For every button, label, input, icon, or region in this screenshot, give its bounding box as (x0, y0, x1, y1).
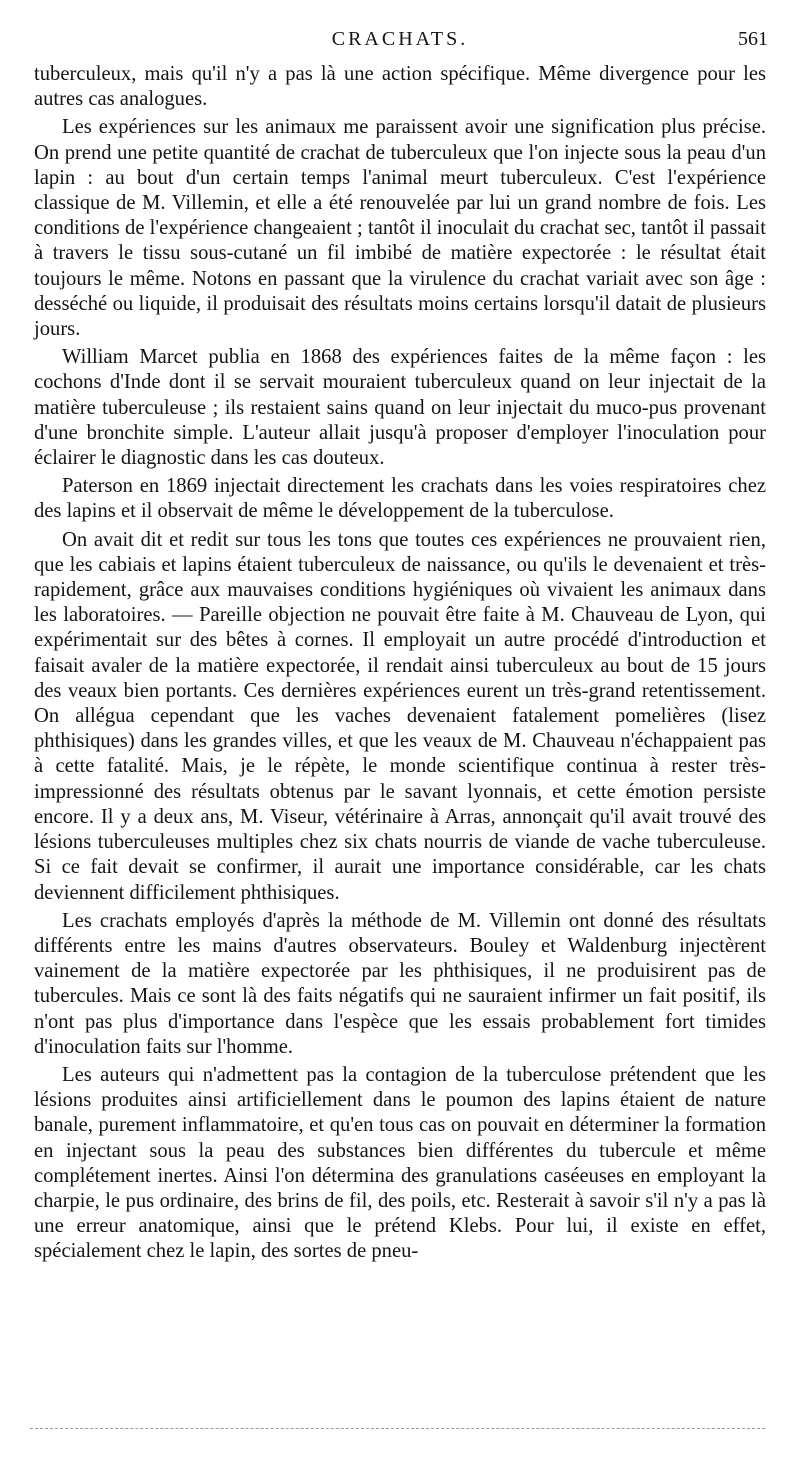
paragraph-paterson: Paterson en 1869 injectait directement les crachats dans les voies respiratoires chez des lapins et il observait de même le développement de la tuberculose. (34, 475, 766, 523)
paragraph-continuation: tuberculeux, mais qu'il n'y a pas là une action spécifique. Même divergence pour les autres cas analogues. (34, 63, 766, 111)
footer-dotted-rule (30, 1428, 765, 1429)
paragraph-other-observers: Les crachats employés d'après la méthode de M. Villemin ont donné des résultats différents entre les mains d'autres observateurs. Bouley et Waldenburg injectèrent vainement de la matière expectorée par les phthisiques, il ne produisirent pas de tubercules. Mais ce sont là des faits négatifs qui ne sauraient infirmer un fait positif, ils n'ont pas plus d'importance dans l'espèce que les essais probablement fort timides d'inoculation faits sur l'homme. (34, 909, 766, 1058)
running-title: CRACHATS. (331, 28, 469, 50)
paragraph-animal-experiments: Les expériences sur les animaux me paraissent avoir une signification plus précise. On prend une petite quantité de crachat de tuberculeux que l'on injecte sous la peau d'un lapin : au bout d'un certain temps l'animal meurt tuberculeux. C'est l'expérience classique de M. Villemin, et elle a été renouvelée par lui un grand nombre de fois. Les conditions de l'expérience changeaient ; tantôt il inoculait du crachat sec, tantôt il passait à travers le tissu sous-cutané un fil imbibé de matière expectorée : le résultat était toujours le même. Notons en passant que la virulence du crachat variait avec son âge : desséché ou liquide, il produisait des résultats moins certains lorsqu'il datait de plusieurs jours. (34, 116, 766, 341)
page-header (32, 28, 768, 56)
paragraph-contagion-critics: Les auteurs qui n'admettent pas la contagion de la tuberculose prétendent que les lésions produites ainsi artificiellement dans le poumon des lapins étaient de nature banale, purement inflammatoire, et qu'en tous cas on pouvait en déterminer la formation en injectant sous la peau des substances bien différentes du tubercule et même complétement inertes. Ainsi l'on détermina des granulations caséeuses en employant la charpie, le pus ordinaire, des brins de fil, des poils, etc. Resterait à savoir s'il n'y a pas là une erreur anatomique, ainsi que le prétend Klebs. Pour lui, il existe en effet, spécialement chez le lapin, des sortes de pneu- (34, 1063, 766, 1263)
body-text (34, 62, 766, 1268)
page-number: 561 (738, 28, 768, 50)
paragraph-william-marcet: William Marcet publia en 1868 des expériences faites de la même façon : les cochons d'Inde dont il se servait mouraient tuberculeux quand on leur injectait de la matière tuberculeuse ; ils restaient sains quand on leur injectait du muco-pus provenant d'une bronchite simple. L'auteur allait jusqu'à proposer d'employer l'inoculation pour éclairer le diagnostic dans les cas douteux. (34, 346, 766, 470)
paragraph-chauveau: On avait dit et redit sur tous les tons que toutes ces expériences ne prouvaient rien, que les cabiais et lapins étaient tuberculeux de naissance, ou qu'ils le devenaient et très-rapidement, grâce aux mauvaises conditions hygiéniques où vivaient les animaux dans les laboratoires. — Pareille objection ne pouvait être faite à M. Chauveau de Lyon, qui expérimentait sur des bêtes à cornes. Il employait un autre procédé d'introduction et faisait avaler de la matière expectorée, il rendait ainsi tuberculeux au bout de 15 jours des veaux bien portants. Ces dernières expériences eurent un très-grand retentissement. On allégua cependant que les vaches devenaient fatalement pomelières (lisez phthisiques) dans les grandes villes, et que les veaux de M. Chauveau n'échappaient pas à cette fatalité. Mais, je le répète, le monde scientifique continua à rester très-impressionné des résultats obtenus par le savant lyonnais, et cette émotion persiste encore. Il y a deux ans, M. Viseur, vétérinaire à Arras, annonçait qu'il avait trouvé des lésions tuberculeuses multiples chez six chats nourris de viande de vache tuberculeuse. Si ce fait devait se confirmer, il aurait une importance considérable, car les chats deviennent difficilement phthisiques. (34, 528, 766, 904)
